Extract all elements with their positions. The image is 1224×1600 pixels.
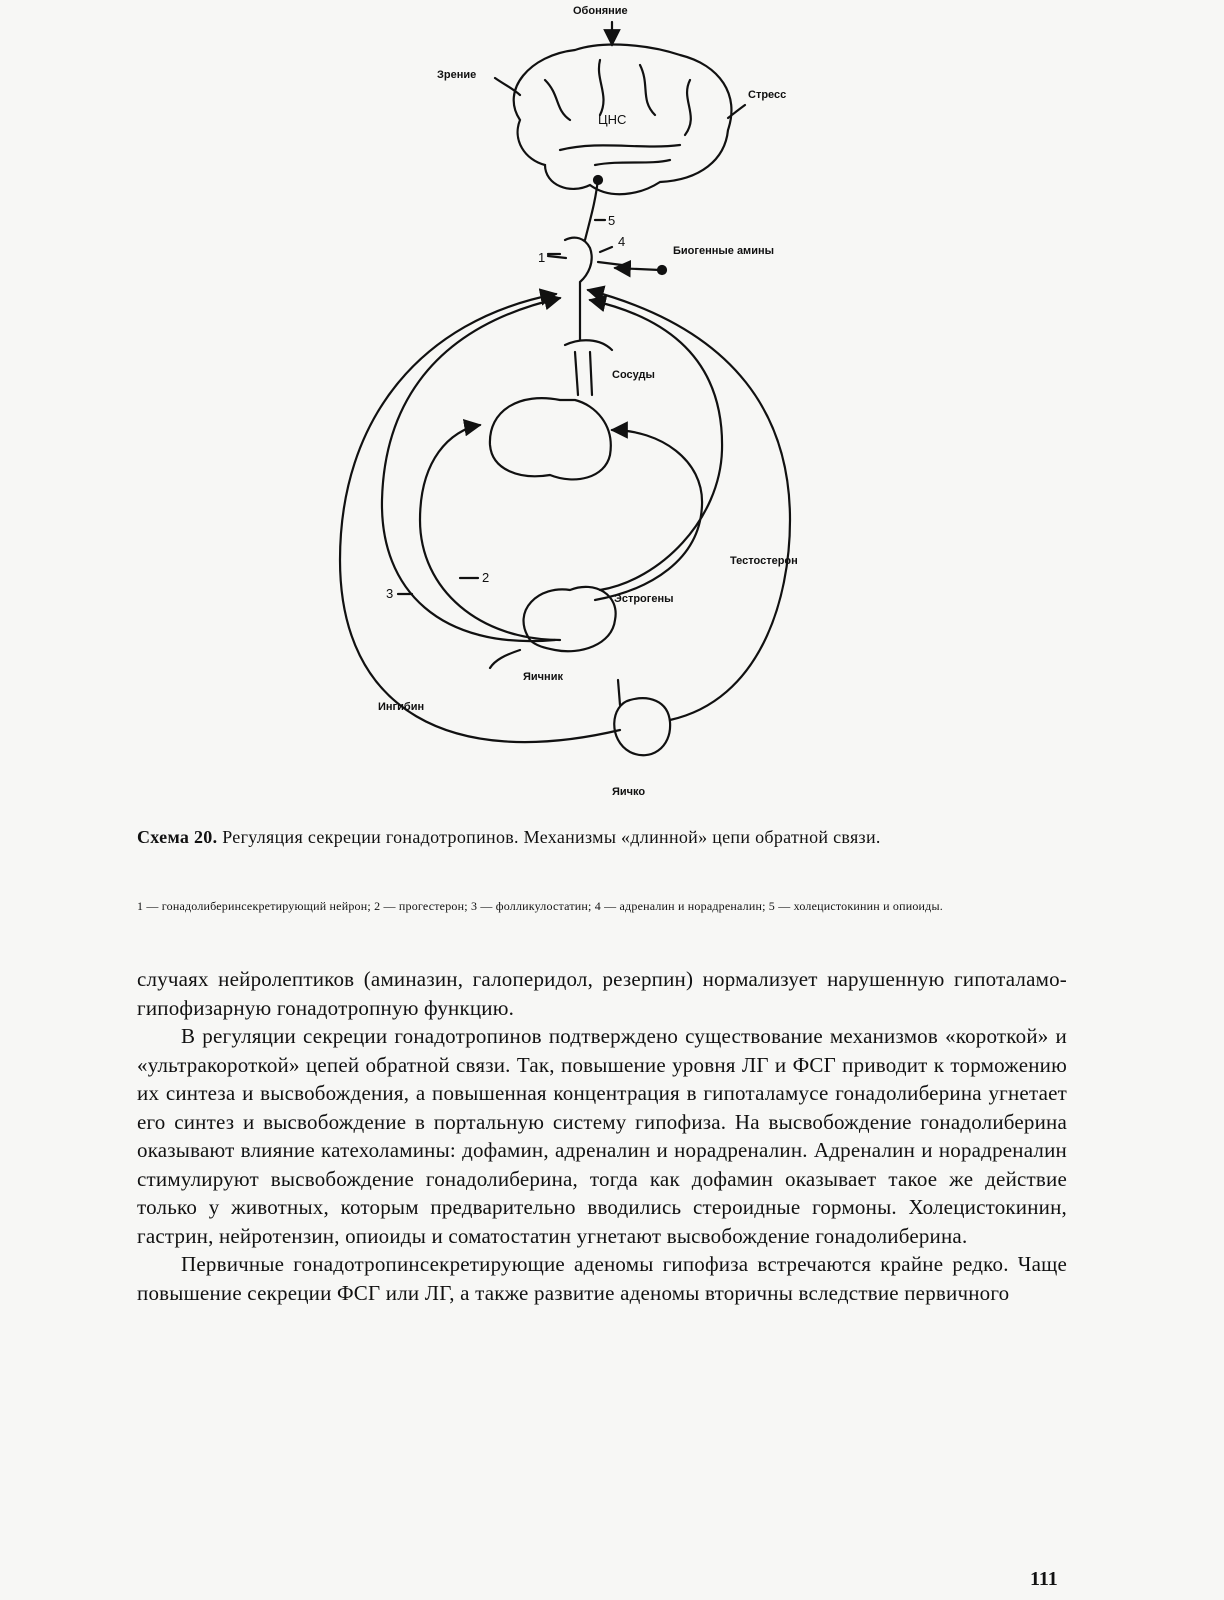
caption-text: Регуляция секреции гонадотропинов. Механизмы «длинной» цепи обратной связи. bbox=[222, 827, 881, 847]
caption-prefix: Схема 20. bbox=[137, 827, 218, 847]
figure-legend: 1 — гонадолиберинсекретирующий нейрон; 2 — прогестерон; 3 — фолликулостатин; 4 — адреналин и норадреналин; 5 — холецистокинин и опиоиды. bbox=[137, 899, 943, 913]
label-n1: 1 bbox=[538, 250, 546, 265]
label-amines: Биогенные амины bbox=[673, 245, 774, 257]
paragraph: случаях нейролептиков (аминазин, галоперидол, резерпин) нормализует нарушенную гипоталамо-гипофизарную гонадотропную функцию. bbox=[137, 967, 1067, 1020]
label-n5: 5 bbox=[608, 213, 616, 228]
label-smell: Обоняние bbox=[573, 5, 628, 17]
paragraph: В регуляции секреции гонадотропинов подтверждено существование механизмов «короткой» и «ультракороткой» цепей обратной связи. Так, повышение уровня ЛГ и ФСГ приводит к торможению их синтеза и высвобождения, а повышенная концентрация в гипоталамусе гонадолиберина угнетает его синтез и высвобождение в портальную систему гипофиза. На высвобождение гонадолиберина оказывают влияние катехоламины: дофамин, адреналин и норадреналин. Адреналин и норадреналин стимулируют высвобождение гонадолиберина, тогда как дофамин оказывает такое же действие только у животных, которым предварительно вводились стероидные гормоны. Холецистокинин, гастрин, нейротензин, опиоиды и соматостатин угнетают высвобождение гонадолиберина. bbox=[137, 1024, 1067, 1248]
label-n3: 3 bbox=[386, 586, 394, 601]
label-n2: 2 bbox=[482, 570, 490, 585]
label-vision: Зрение bbox=[437, 69, 477, 81]
label-cns: ЦНС bbox=[598, 112, 627, 127]
label-ovary: Яичник bbox=[523, 671, 563, 683]
label-vessels: Сосуды bbox=[612, 369, 655, 381]
paragraph: Первичные гонадотропинсекретирующие аденомы гипофиза встречаются крайне редко. Чаще повышение секреции ФСГ или ЛГ, а также развитие аденомы вторичны вследствие первичного bbox=[137, 1252, 1067, 1305]
figure-caption bbox=[137, 826, 1067, 848]
label-n4: 4 bbox=[618, 234, 626, 249]
label-testis: Яичко bbox=[612, 786, 646, 798]
label-estrogens: Эстрогены bbox=[614, 593, 674, 605]
testis bbox=[614, 698, 670, 755]
pituitary-stalk bbox=[565, 340, 612, 395]
label-inhibin: Ингибин bbox=[378, 701, 425, 713]
label-testosterone: Тестостерон bbox=[730, 555, 798, 567]
label-stress: Стресс bbox=[748, 89, 787, 101]
body-text bbox=[137, 965, 1067, 1307]
pituitary-gland bbox=[490, 398, 611, 479]
neuron-1 bbox=[565, 238, 592, 340]
page-number: 111 bbox=[1030, 1568, 1058, 1590]
